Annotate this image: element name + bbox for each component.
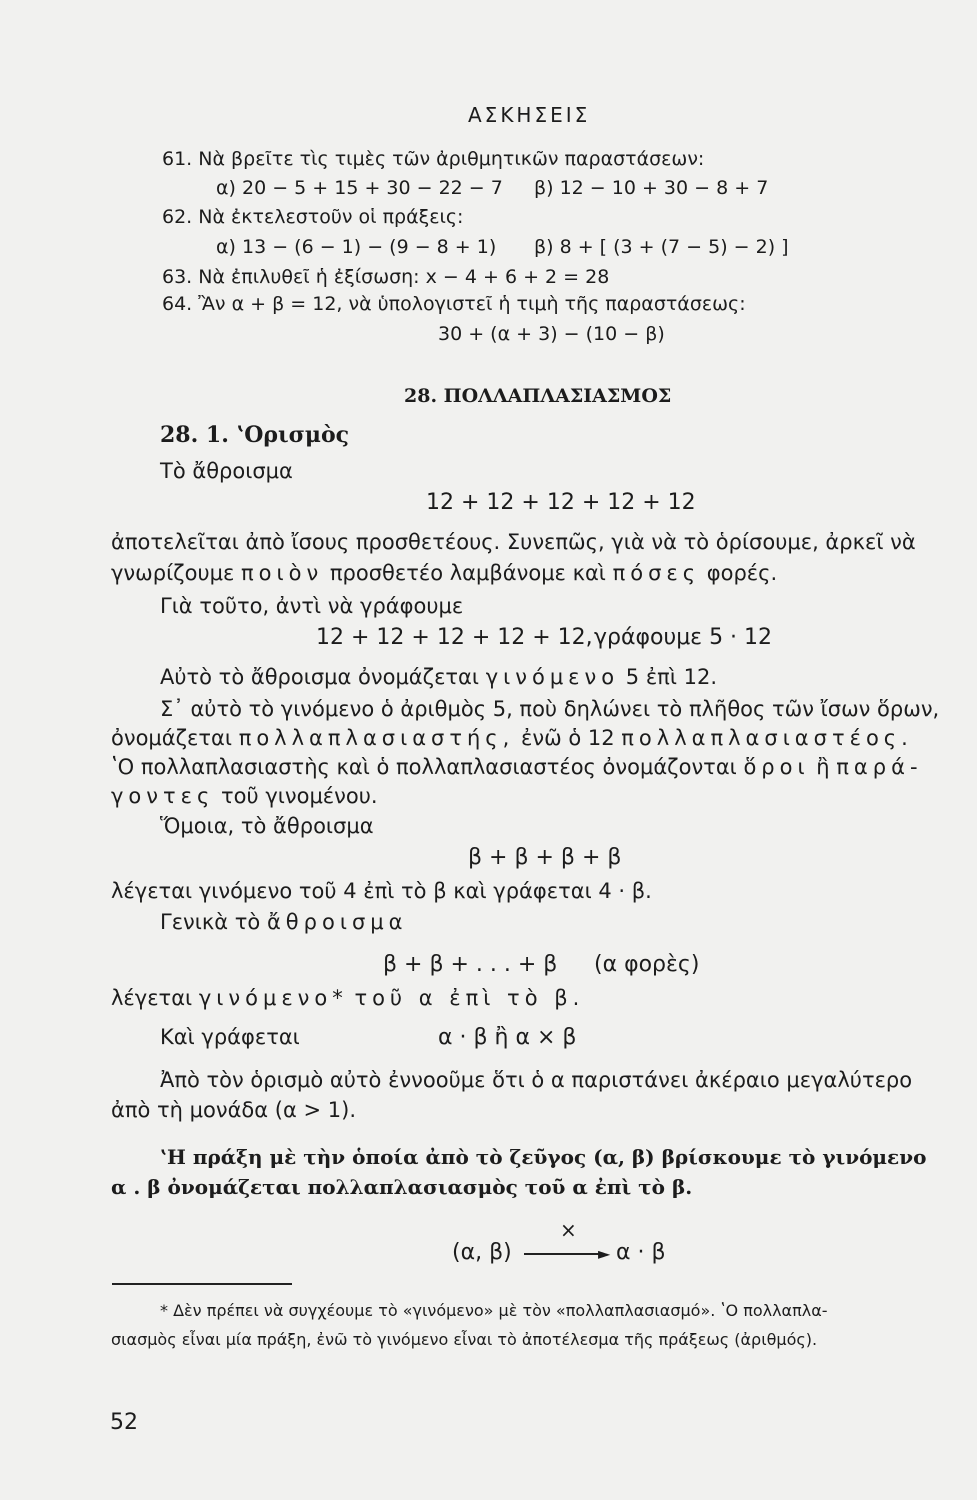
paragraph-terms-line1	[111, 755, 923, 779]
paragraph-sum-intro: Τὸ ἄθροισμα	[160, 459, 293, 483]
text-segment: ὀνομάζεται	[111, 726, 232, 750]
text-segment: ἐνῶ ὁ 12	[521, 726, 615, 750]
paragraph-instead: Γιὰ τοῦτο, ἀντὶ νὰ γράφουμε	[160, 594, 464, 618]
exercise-62-a: α) 13 − (6 − 1) − (9 − 8 + 1)	[216, 236, 497, 258]
paragraph-multiplier-line1: Σ᾽ αὐτὸ τὸ γινόμενο ὁ ἀριθμὸς 5, ποὺ δηλώνει τὸ πλῆθος τῶν ἴσων ὅρων,	[160, 697, 940, 721]
emphasis-factors-start: παρά-	[836, 755, 923, 779]
paragraph-product-named	[160, 665, 717, 689]
emphasis-product: γινόμενο	[485, 665, 620, 689]
exercise-64-label: 64. Ἂν α + β = 12, νὰ ὑπολογιστεῖ ἡ τιμὴ τῆς παραστάσεως:	[162, 293, 746, 315]
text-segment: φορές.	[706, 561, 778, 585]
formula-sum-12-repeat: 12 + 12 + 12 + 12 + 12,	[316, 625, 593, 650]
text-segment: 5 ἐπὶ 12.	[625, 665, 718, 689]
emphasis-product-footnote: γινόμενο*	[198, 986, 348, 1010]
formula-beta-sum: β + β + β + β	[468, 845, 622, 870]
formula-notation: α · β ἢ α × β	[438, 1025, 577, 1050]
paragraph-4-times-beta: λέγεται γινόμενο τοῦ 4 ἐπὶ τὸ β καὶ γράφεται 4 · β.	[111, 879, 652, 903]
exercise-62-label: 62. Νὰ ἐκτελεστοῦν οἱ πράξεις:	[162, 206, 464, 228]
text-segment: Γενικὰ τὸ	[160, 910, 261, 934]
text-segment: ἢ	[816, 755, 830, 779]
emphasis-which: ποιὸν	[241, 561, 324, 585]
times-operator: ×	[560, 1218, 577, 1242]
exercise-61-b: β) 12 − 10 + 30 − 8 + 7	[534, 177, 769, 199]
exercise-64-expression: 30 + (α + 3) − (10 − β)	[438, 323, 665, 345]
exercise-63-label: 63. Νὰ ἐπιλυθεῖ ἡ ἐξίσωση: x − 4 + 6 + 2 = 28	[162, 266, 610, 288]
mapping-pair: (α, β)	[452, 1240, 512, 1265]
formula-sum-12: 12 + 12 + 12 + 12 + 12	[426, 490, 696, 515]
exercises-title: ΑΣΚΗΣΕΙΣ	[468, 103, 591, 127]
text-segment: Αὐτὸ τὸ ἄθροισμα ὀνομάζεται	[160, 665, 480, 689]
paragraph-written-as: Καὶ γράφεται	[160, 1025, 300, 1049]
paragraph-multiplier-line2	[111, 726, 913, 750]
exercise-61-a: α) 20 − 5 + 15 + 30 − 22 − 7	[216, 177, 503, 199]
emphasis-factors-end: γοντες	[111, 784, 215, 808]
definition-bold-line1: ʽΗ πράξη μὲ τὴν ὁποία ἀπὸ τὸ ζεῦγος (α, β) βρίσκουμε τὸ γινόμενο	[160, 1145, 927, 1169]
definition-bold-line2: α . β ὀνομάζεται πολλαπλασιασμὸς τοῦ α ἐπὶ τὸ β.	[111, 1175, 693, 1199]
mapping-arrow-shaft	[524, 1253, 600, 1255]
emphasis-how-many: πόσες	[612, 561, 701, 585]
exercise-62-b: β) 8 + [ (3 + (7 − 5) − 2) ]	[534, 236, 789, 258]
formula-5-times-12: γράφουμε 5 · 12	[594, 625, 773, 650]
text-segment: ʽΟ πολλαπλασιαστὴς καὶ ὁ πολλαπλασιαστέος ὀνομάζονται	[111, 755, 737, 779]
page-number: 52	[110, 1410, 138, 1435]
text-segment: προσθετέο λαμβάνομε καὶ	[329, 561, 606, 585]
paragraph-know-which	[111, 561, 777, 585]
text-segment: τοῦ γινομένου.	[221, 784, 378, 808]
emphasis-multiplier: πολλαπλασιαστής,	[238, 726, 515, 750]
exercise-61-label: 61. Νὰ βρεῖτε τὶς τιμὲς τῶν ἀριθμητικῶν παραστάσεων:	[162, 148, 705, 170]
emphasis-of-a-times-b: τοῦ α ἐπὶ τὸ β.	[354, 986, 585, 1010]
paragraph-general-sum	[160, 910, 407, 934]
section-title: 28. ΠΟΛΛΑΠΛΑΣΙΑΣΜΟΣ	[404, 385, 672, 407]
arrow-right-icon: ►	[598, 1244, 611, 1263]
mapping-result: α · β	[616, 1240, 666, 1265]
paragraph-terms-line2	[111, 784, 378, 808]
footnote-divider	[112, 1283, 292, 1285]
text-segment: λέγεται	[111, 986, 193, 1010]
subsection-title: 28. 1. ʽΟρισμὸς	[160, 422, 350, 448]
paragraph-similarly: Ὅμοια, τὸ ἄθροισμα	[160, 814, 374, 838]
emphasis-sum: ἄθροισμα	[266, 910, 408, 934]
paragraph-definition-line1: Ἀπὸ τὸν ὁρισμὸ αὐτὸ ἐννοοῦμε ὅτι ὁ α παριστάνει ἀκέραιο μεγαλύτερο	[160, 1068, 913, 1092]
footnote-line1: * Δὲν πρέπει νὰ συγχέουμε τὸ «γινόμενο» μὲ τὸν «πολλαπλασιασμό». ʽΟ πολλαπλα-	[160, 1301, 828, 1320]
paragraph-definition-line2: ἀπὸ τὴ μονάδα (α > 1).	[111, 1098, 356, 1122]
paragraph-equal-addends: ἀποτελεῖται ἀπὸ ἴσους προσθετέους. Συνεπῶς, γιὰ νὰ τὸ ὁρίσουμε, ἀρκεῖ νὰ	[111, 530, 916, 554]
paragraph-called-product	[111, 986, 584, 1010]
text-segment: γνωρίζουμε	[111, 561, 235, 585]
emphasis-terms: ὅροι	[743, 755, 810, 779]
emphasis-multiplicand: πολλαπλασιαστέος.	[621, 726, 913, 750]
footnote-line2: σιασμὸς εἶναι μία πράξη, ἐνῶ τὸ γινόμενο εἶναι τὸ ἀποτέλεσμα τῆς πράξεως (ἀριθμός).	[111, 1330, 818, 1349]
formula-a-times: (α φορὲς)	[594, 952, 700, 977]
formula-general-sum: β + β + . . . + β	[383, 952, 558, 977]
